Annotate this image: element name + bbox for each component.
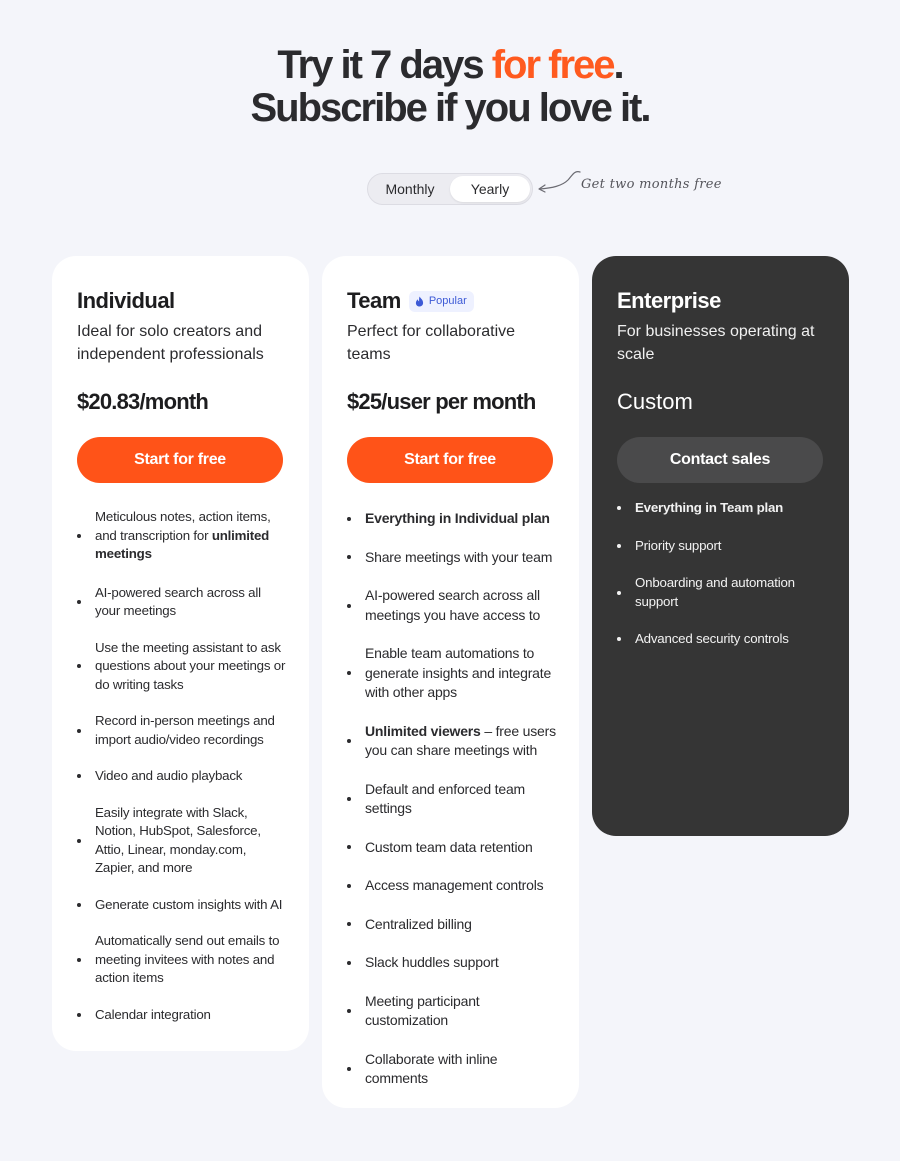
feature-item — [77, 932, 287, 988]
feature-bold: Everything in Team plan — [635, 500, 784, 515]
feature-text: Onboarding and automation support — [635, 575, 795, 609]
feature-item — [347, 644, 557, 703]
feature-list — [617, 499, 827, 649]
feature-item — [347, 509, 557, 529]
feature-text: Use the meeting assistant to ask questions about your meetings or do writing tasks — [95, 639, 286, 692]
feature-text: Share meetings with your team — [365, 548, 553, 565]
feature-text: Meeting participant customization — [365, 992, 480, 1028]
feature-text: Easily integrate with Slack, Notion, HubSpot, Salesforce, Attio, Linear, monday.com, Zapier, and more — [95, 804, 261, 875]
feature-item — [347, 1050, 557, 1089]
feature-item — [347, 915, 557, 935]
feature-text: AI-powered search across all your meetings — [95, 584, 261, 618]
start-for-free-button[interactable]: Start for free — [347, 437, 553, 483]
feature-text: Enable team automations to generate insights and integrate with other apps — [365, 645, 552, 700]
headline-line-1 — [0, 44, 900, 87]
feature-text: – free users you can share meetings with — [365, 722, 556, 758]
feature-item — [617, 499, 827, 518]
feature-item — [617, 630, 827, 649]
plan-description: Ideal for solo creators and independent professionals — [77, 323, 264, 363]
feature-item — [617, 537, 827, 556]
flame-icon — [415, 296, 424, 307]
feature-text: Automatically send out emails to meeting invitees with notes and action items — [95, 933, 280, 985]
feature-bold: unlimited meetings — [95, 527, 270, 561]
feature-list — [347, 509, 557, 1089]
plan-name: Individual — [77, 288, 175, 313]
feature-text: Slack huddles support — [365, 954, 499, 970]
feature-item — [617, 574, 827, 611]
feature-item — [77, 767, 287, 786]
plan-title — [347, 288, 474, 314]
monthly-option[interactable]: Monthly — [385, 181, 435, 197]
feature-text: Record in-person meetings and import audio/video recordings — [95, 713, 275, 747]
feature-item — [347, 548, 557, 568]
plan-price: $20.83/month — [77, 389, 209, 414]
feature-text: Centralized billing — [365, 915, 472, 932]
contact-sales-button[interactable]: Contact sales — [617, 437, 823, 483]
feature-item — [347, 722, 557, 761]
feature-text: Meticulous notes, action items, and transcription for — [95, 509, 271, 543]
feature-text: Video and audio playback — [95, 768, 243, 783]
feature-item — [347, 838, 557, 858]
headline-prefix: Try it 7 days — [277, 43, 492, 87]
feature-item — [347, 780, 557, 819]
billing-toggle[interactable] — [367, 173, 533, 205]
feature-item — [77, 584, 287, 621]
feature-text: Default and enforced team settings — [365, 780, 525, 816]
headline-accent: for free — [491, 43, 614, 87]
feature-item — [347, 876, 557, 896]
feature-bold: Unlimited viewers — [365, 722, 481, 739]
feature-item — [77, 804, 287, 878]
badge-label: Popular — [428, 295, 467, 307]
feature-item — [77, 508, 287, 564]
feature-item — [77, 639, 287, 695]
feature-text: AI-powered search across all meetings you have access to — [365, 587, 541, 623]
plan-name: Enterprise — [617, 288, 721, 313]
feature-item — [347, 953, 557, 973]
plan-card-individual — [52, 256, 309, 1051]
plan-card-team — [322, 256, 579, 1108]
feature-text: Access management controls — [365, 877, 544, 893]
feature-bold: Everything in Individual plan — [365, 510, 550, 526]
plan-title — [77, 288, 175, 314]
feature-text: Collaborate with inline comments — [365, 1050, 498, 1086]
feature-item — [77, 712, 287, 749]
start-for-free-button[interactable]: Start for free — [77, 437, 283, 483]
plan-title — [617, 288, 721, 314]
feature-text: Custom team data retention — [365, 838, 533, 855]
plan-price: Custom — [617, 389, 693, 414]
feature-item — [77, 1006, 287, 1025]
feature-item — [347, 586, 557, 625]
plan-description: Perfect for collaborative teams — [347, 323, 516, 363]
plan-card-enterprise — [592, 256, 849, 836]
promo-label: Get two months free — [581, 177, 722, 192]
feature-item — [77, 896, 287, 915]
plan-name: Team — [347, 288, 401, 313]
popular-badge — [409, 291, 474, 312]
headline-suffix: . — [613, 43, 623, 87]
feature-text: Advanced security controls — [635, 631, 789, 646]
page-headline — [0, 44, 900, 130]
plan-price: $25/user per month — [347, 389, 536, 414]
headline-line-2: Subscribe if you love it. — [250, 86, 650, 130]
curved-arrow-icon — [536, 168, 582, 194]
yearly-option[interactable]: Yearly — [450, 176, 530, 202]
plan-description: For businesses operating at scale — [617, 323, 815, 363]
feature-text: Generate custom insights with AI — [95, 896, 283, 912]
feature-list — [77, 508, 287, 1024]
feature-text: Priority support — [635, 537, 722, 553]
feature-text: Calendar integration — [95, 1006, 211, 1022]
feature-item — [347, 992, 557, 1031]
